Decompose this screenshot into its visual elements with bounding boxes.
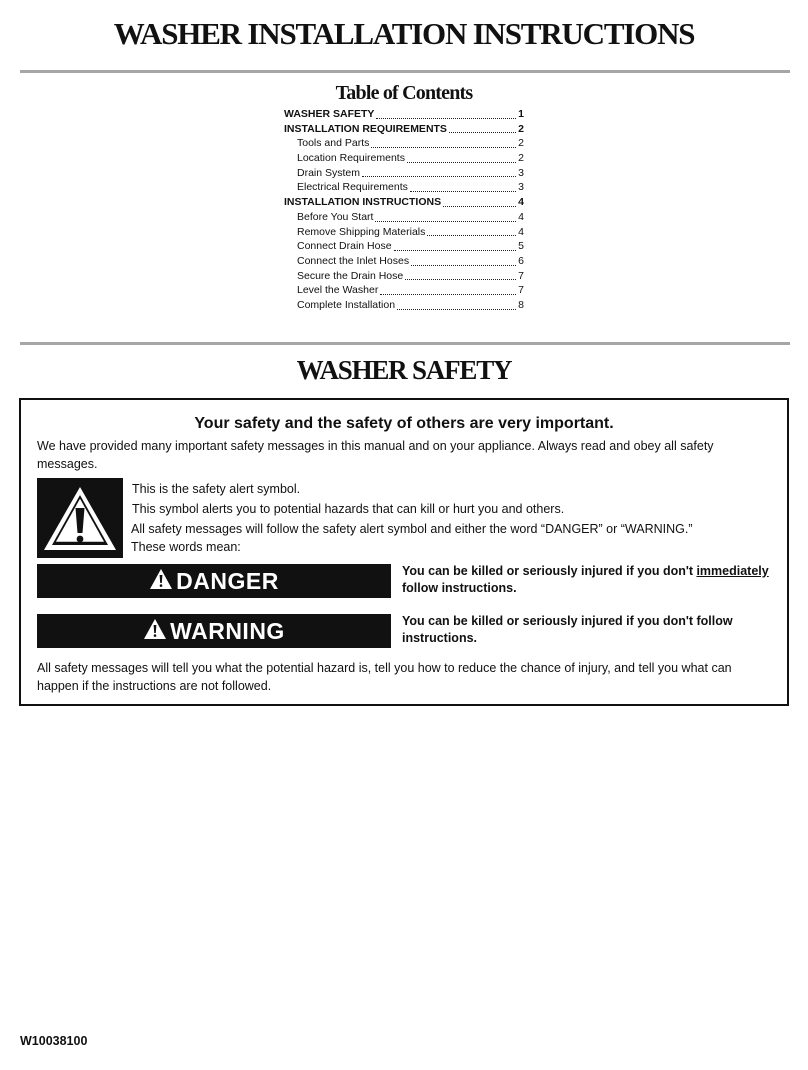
toc-entry-page: 2: [518, 122, 524, 135]
toc-entry: [284, 269, 524, 284]
safety-box: [19, 398, 789, 706]
alert-explanation: [132, 480, 772, 556]
toc-entry-label: Location Requirements: [297, 152, 405, 165]
danger-text: You can be killed or seriously injured if you don't: [402, 564, 697, 578]
safety-intro: We have provided many important safety messages in this manual and on your appliance. Always read and obey all safety messages.: [37, 439, 714, 471]
safety-alert-icon: [37, 478, 123, 558]
toc-entry-page: 4: [518, 210, 524, 223]
alert-line: All safety messages will follow the safety alert symbol and either the word “DANGER” or “WARNING.”: [131, 522, 693, 536]
toc-entry-label: WASHER SAFETY: [284, 108, 375, 120]
toc-entry-page: 1: [518, 108, 524, 120]
toc-entry-label: Remove Shipping Materials: [297, 225, 426, 238]
toc-entry: [284, 166, 524, 181]
toc-entry: [284, 107, 524, 122]
toc-entry: [284, 298, 524, 313]
toc-entry-label: Before You Start: [297, 210, 374, 223]
toc-entry-page: 2: [518, 152, 524, 165]
toc-entry-page: 4: [518, 225, 524, 238]
danger-label: DANGER: [176, 567, 279, 594]
safety-headline: Your safety and the safety of others are very important.: [194, 415, 614, 432]
toc-entry-label: Drain System: [297, 166, 361, 179]
toc-entry-page: 3: [518, 166, 524, 179]
safety-footer: All safety messages will tell you what the potential hazard is, tell you how to reduce the chance of injury, and tell you what can happen if the instructions are not followed.: [37, 661, 732, 693]
alert-line: These words mean:: [131, 540, 241, 554]
toc-leader-dots: [394, 249, 517, 251]
warning-description: You can be killed or seriously injured if you don't follow instructions.: [402, 614, 733, 645]
danger-text-end: follow instructions.: [402, 581, 517, 595]
toc-entry: [284, 151, 524, 166]
table-of-contents: [284, 107, 524, 313]
toc-leader-dots: [427, 234, 516, 236]
toc-leader-dots: [371, 146, 516, 148]
toc-entry-page: 7: [518, 284, 524, 297]
warning-label: WARNING: [170, 617, 285, 644]
toc-entry-page: 2: [518, 137, 524, 150]
toc-entry: [284, 225, 524, 240]
toc-entry-label: Level the Washer: [297, 284, 379, 297]
toc-leader-dots: [411, 264, 516, 266]
danger-emphasis: immediately: [696, 564, 769, 578]
toc-leader-dots: [376, 117, 516, 119]
toc-entry: [284, 195, 524, 210]
warning-banner: [37, 614, 391, 648]
document-part-number: W10038100: [20, 1034, 88, 1048]
section-title: WASHER SAFETY: [296, 355, 512, 385]
toc-leader-dots: [397, 308, 516, 310]
alert-line: This is the safety alert symbol.: [132, 482, 301, 496]
toc-leader-dots: [362, 175, 516, 177]
toc-entry-page: 5: [518, 240, 524, 253]
toc-entry-label: Tools and Parts: [297, 137, 370, 150]
toc-entry-page: 3: [518, 181, 524, 194]
toc-entry-label: Complete Installation: [297, 298, 396, 311]
toc-leader-dots: [443, 205, 516, 207]
toc-entry: [284, 136, 524, 151]
toc-entry-page: 7: [518, 269, 524, 282]
toc-leader-dots: [380, 293, 516, 295]
divider-top: [20, 70, 790, 73]
toc-leader-dots: [405, 278, 516, 280]
toc-entry-label: Electrical Requirements: [297, 181, 408, 194]
document-title: WASHER INSTALLATION INSTRUCTIONS: [113, 16, 695, 51]
toc-entry-page: 8: [518, 298, 524, 311]
toc-entry: [284, 283, 524, 298]
toc-leader-dots: [375, 220, 516, 222]
danger-description: [402, 563, 780, 597]
toc-entry: [284, 254, 524, 269]
danger-banner: [37, 564, 391, 598]
toc-entry-label: Connect the Inlet Hoses: [297, 254, 410, 267]
toc-entry: [284, 239, 524, 254]
toc-leader-dots: [449, 131, 516, 133]
toc-entry: [284, 122, 524, 137]
toc-heading: Table of Contents: [335, 82, 473, 104]
toc-leader-dots: [407, 161, 516, 163]
warning-triangle-icon: [149, 568, 173, 596]
toc-entry-label: Secure the Drain Hose: [297, 269, 404, 282]
toc-entry-label: INSTALLATION REQUIREMENTS: [284, 122, 447, 135]
toc-entry: [284, 210, 524, 225]
alert-line: This symbol alerts you to potential hazards that can kill or hurt you and others.: [132, 502, 565, 516]
toc-entry-label: INSTALLATION INSTRUCTIONS: [284, 196, 442, 209]
divider-middle: [20, 342, 790, 345]
toc-entry-label: Connect Drain Hose: [297, 240, 392, 253]
warning-triangle-icon: [143, 618, 167, 646]
toc-entry-page: 4: [518, 196, 524, 209]
toc-entry: [284, 180, 524, 195]
toc-leader-dots: [410, 190, 516, 192]
toc-entry-page: 6: [518, 254, 524, 267]
